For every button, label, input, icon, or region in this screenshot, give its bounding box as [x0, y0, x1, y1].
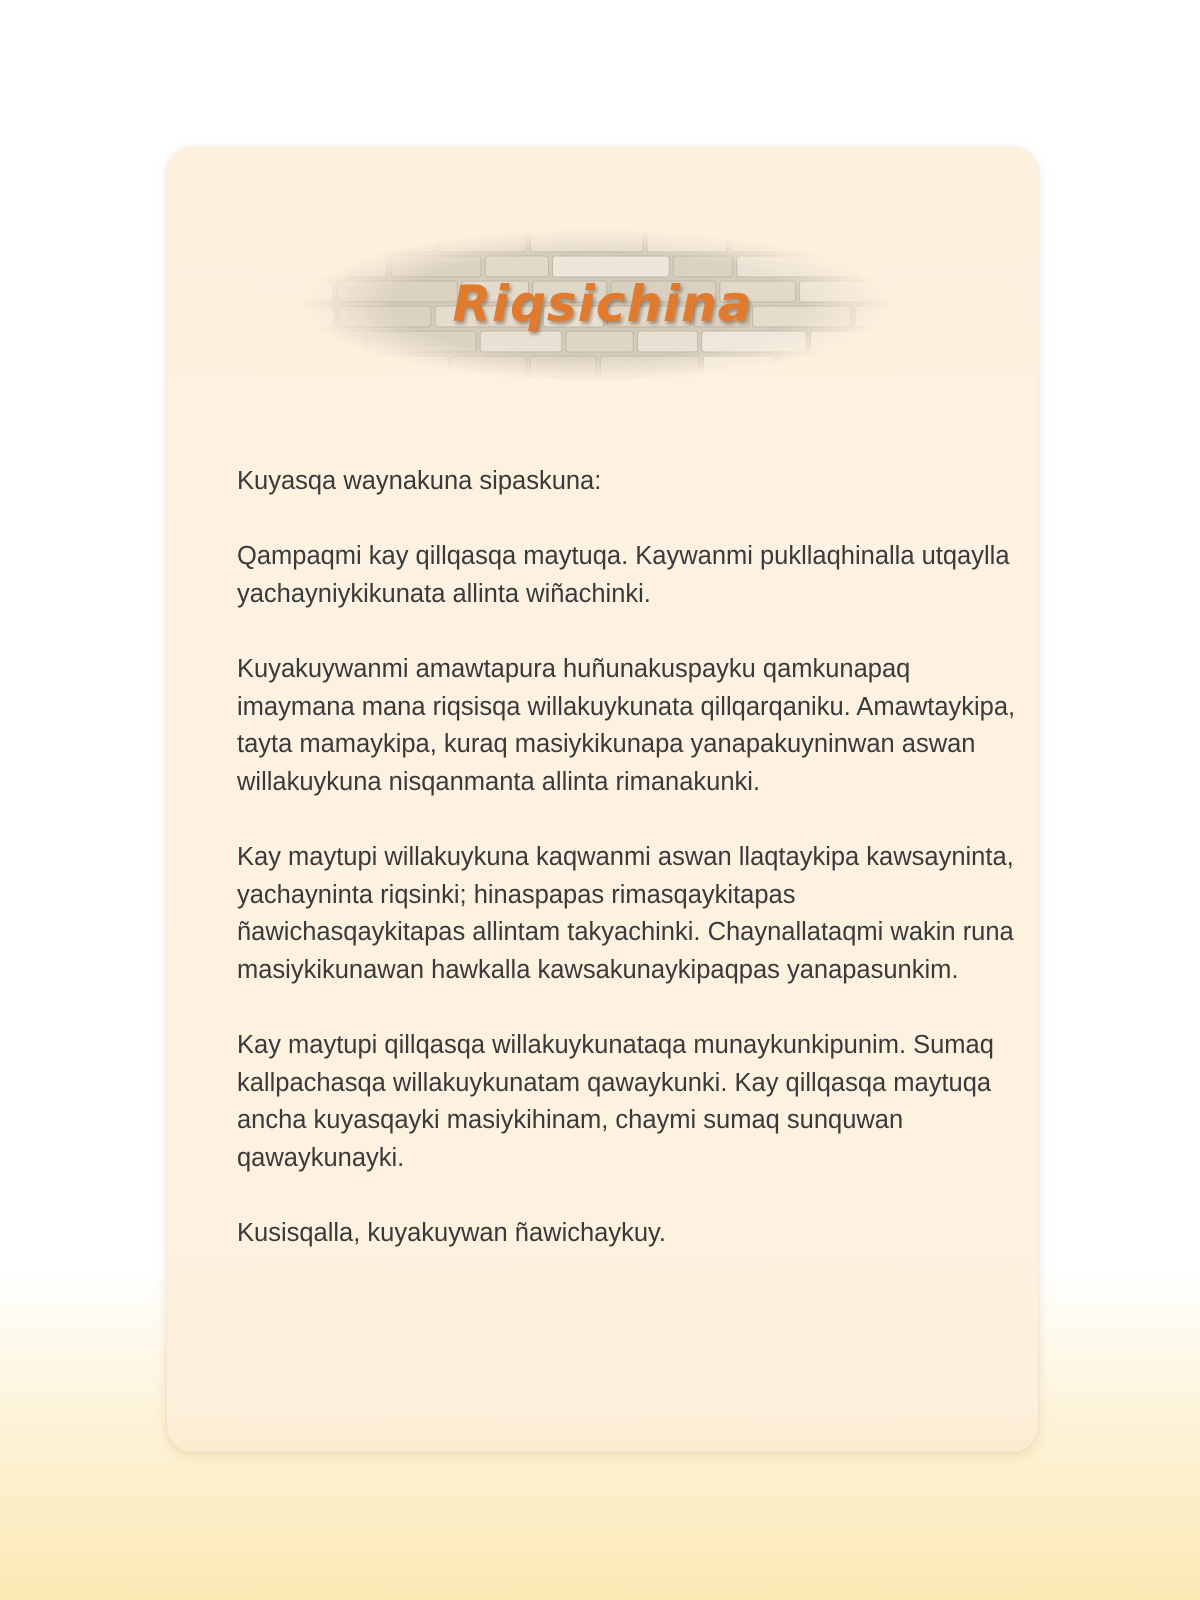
page-title: Riqsichina: [452, 275, 753, 333]
greeting-paragraph: Kuyasqa waynakuna sipaskuna:: [237, 467, 602, 495]
body-paragraph-1: Qampaqmi kay qillqasqa maytuqa. Kaywanmi pukllaqhinalla utqaylla yachayniykikunata allinta wiñachinki.: [237, 542, 1010, 608]
document-body: [237, 463, 1027, 1290]
document-card: [167, 147, 1038, 1452]
body-paragraph-3: Kay maytupi willakuykuna kaqwanmi aswan llaqtaykipa kawsayninta, yachayninta riqsinki; hinaspapas rimasqaykitapas ñawichasqaykitapas allintam takyachinki. Chaynallataqmi wakin runa masiykikunawan hawkalla kawsakunaykipaqpas yanapasunkim.: [237, 842, 1014, 984]
closing-paragraph: Kusisqalla, kuyakuywan ñawichaykuy.: [237, 1218, 666, 1247]
body-paragraph-4: Kay maytupi qillqasqa willakuykunataqa munaykunkipunim. Sumaq kallpachasqa willakuykunatam qawaykunki. Kay qillqasqa maytuqa ancha kuyasqayki masiykihinam, chaymi sumaq sunquwan qawaykunayki.: [237, 1030, 994, 1172]
body-paragraph-2: Kuyakuywanmi amawtapura huñunakuspayku qamkunapaq imaymana mana riqsisqa willakuykunata qillqarqaniku. Amawtaykipa, tayta mamaykipa, kuraq masiykikunapa yanapakuyninwan aswan willakuykuna nisqanmanta allinta rimanakunki.: [237, 654, 1016, 796]
